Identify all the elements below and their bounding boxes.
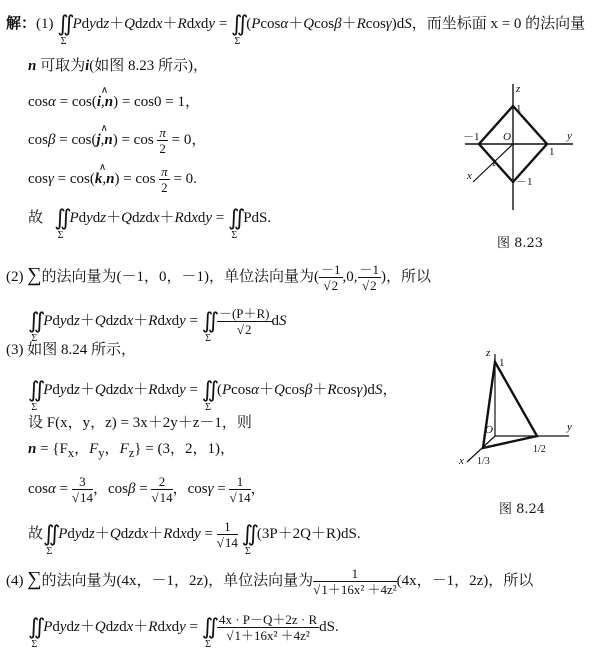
- part3-formula1: $∬_\Sigma Pdydz+Qdzdx+Rdxdy$ = $∬_\Sigma(Pcos\alpha+Qcos\beta+Rcos\gamma)dS$，: [28, 377, 398, 413]
- fig823-label-x: x: [467, 170, 472, 182]
- fig823-label-z: z: [516, 83, 521, 95]
- part2-line1: (2) ∑的法向量为(－1，0，－1)，单位法向量为( $\frac{-1}{√2}$ ,0, $\frac{-1}{√2}$ )，所以: [6, 262, 432, 293]
- part4-line1: (4) ∑的法向量为(4x，－1，2z)，单位法向量为 $\frac{1}{\text{√1＋16x² ＋4z²}}$ (4x，－1，2z)，所以: [6, 566, 534, 597]
- fig824-label-third: 1/3: [477, 456, 490, 467]
- part1-line2: n 可取为i(如图 8.23 所示)，: [28, 58, 209, 74]
- fig823-label-y: y: [567, 130, 572, 142]
- cos-gamma-line: cosγ = cos(∧ k,n) = cos $\frac{\pi}{2}$ = 0.: [28, 164, 197, 195]
- fig824-label-1: 1: [499, 357, 505, 369]
- part1-conclusion: 故 $∬_\Sigma Pdydz+Qdzdx+Rdxdy$ = $∬_\Sigma PdS$.: [28, 205, 272, 241]
- part3-label: (3) 如图 8.24 所示，: [6, 342, 136, 358]
- cos-beta-line: cosβ = cos(∧ j,n) = cos $\frac{\pi}{2}$ = 0，: [28, 125, 206, 156]
- fig824-caption: 图 8.24: [499, 502, 546, 517]
- part3-cosines: cosα = $\frac{3}{√14}$ ，cosβ = $\frac{2}{√14}$ ，cosγ = $\frac{1}{√14}$ ，: [28, 474, 266, 505]
- figure-8-24: [455, 340, 595, 475]
- solution-label: 解: [6, 16, 22, 32]
- figure-8-23: [455, 82, 585, 212]
- part3-conclusion: 故$∬_\Sigma Pdydz+Qdzdx+Rdxdy$ = $\frac{1}{√14}$ $∬_\Sigma(3P+2Q+R)dS$.: [28, 519, 361, 557]
- part3-normal: $n = \{F_x$，$F_y$，$F_z\} = (3$，2，1)，: [28, 441, 235, 460]
- part2-formula: $∬_\Sigma Pdydz+Qdzdx+Rdxdy$ = $∬_\Sigma$ $\frac{-(P+R)}{√2}$ dS: [28, 306, 287, 344]
- fig823-label-bottom-neg1: －1: [516, 176, 533, 188]
- part4-formula: $∬_\Sigma Pdydz+Qdzdx+Rdxdy$ = $∬_\Sigma$ $\frac{4x \cdot P-Q+2z \cdot R}{\text{√1＋16x² ＋4z²}}$ dS.: [28, 612, 339, 650]
- fig824-label-o: O: [485, 424, 493, 436]
- fig823-label-o: O: [503, 131, 511, 143]
- fig823-label-top-1: 1: [516, 103, 522, 115]
- part1-line1: 解：(1) $∬_\Sigma Pdydz+Qdzdx+Rdxdy$ = $∬_\Sigma(Pcos\alpha+Qcos\beta+Rcos\gamma)dS$，而坐标面 x = 0 的法向量: [6, 11, 586, 47]
- part3-set-f: 设 F(x，y，z) = 3x＋2y＋z－1，则: [28, 415, 252, 431]
- fig824-label-x: x: [459, 455, 464, 467]
- fig824-label-z: z: [486, 347, 491, 359]
- fig823-label-left-neg1: －1: [463, 131, 480, 143]
- cos-alpha-line: cosα = cos(∧ i,n) = cos0 = 1，: [28, 93, 200, 111]
- fig823-label-front-1: 1: [491, 157, 497, 169]
- fig824-label-y: y: [567, 421, 572, 433]
- fig824-label-half: 1/2: [533, 444, 546, 455]
- part1-line1-tail: ，而坐标面 x = 0 的法向量: [411, 16, 586, 32]
- fig823-caption: 图 8.23: [497, 236, 544, 251]
- fig823-label-right-1: 1: [549, 146, 555, 158]
